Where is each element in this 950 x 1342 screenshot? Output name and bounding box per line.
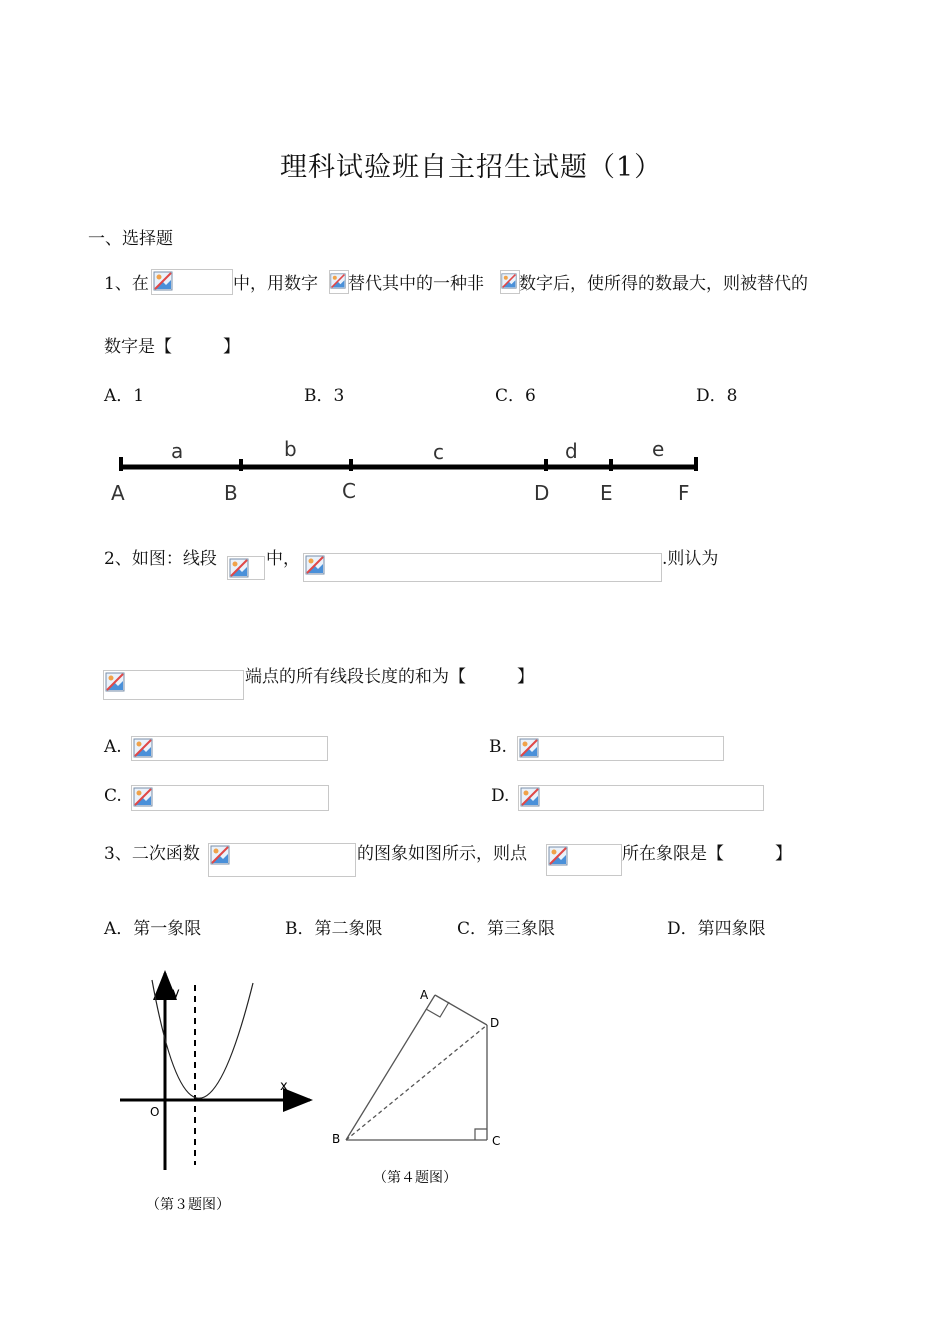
- q2-text-2: 中，: [266, 549, 300, 569]
- broken-image-icon: [133, 738, 153, 758]
- point-label-e: E: [600, 481, 613, 505]
- origin-label: O: [150, 1105, 160, 1119]
- broken-image-icon: [105, 672, 125, 692]
- q2-image-segment: [227, 556, 265, 580]
- segment-label-b: b: [284, 437, 297, 461]
- point-d: D: [490, 1016, 500, 1030]
- q1-option-d: D．8: [696, 386, 738, 406]
- q3-text-1: 3、二次函数: [104, 844, 200, 864]
- point-label-a: A: [111, 481, 125, 505]
- segment-label-c: c: [433, 440, 444, 464]
- segment-label-e: e: [652, 437, 665, 461]
- segment-bd: [346, 1025, 487, 1140]
- q2-option-d: D.: [491, 786, 510, 806]
- q2-option-b-image: [517, 736, 724, 761]
- segment-ad: [435, 995, 487, 1025]
- q3-image-point: [546, 844, 622, 876]
- point-label-b: B: [224, 481, 238, 505]
- point-label-c: C: [342, 479, 356, 503]
- q1-text-3: 替代其中的一种非: [348, 274, 484, 294]
- figure-3-parabola: [110, 965, 325, 1220]
- q1-image-number: [151, 269, 233, 295]
- point-b: B: [332, 1132, 341, 1146]
- broken-image-icon: [133, 787, 153, 807]
- q3-option-c: C．第三象限: [457, 919, 556, 939]
- q2-image-endpoints: [103, 670, 244, 700]
- q1-option-b: B．3: [304, 386, 345, 406]
- broken-image-icon: [229, 558, 249, 578]
- q2-option-c-image: [131, 785, 329, 811]
- point-label-f: F: [678, 481, 690, 505]
- y-axis-label: y: [172, 986, 180, 1001]
- q2-option-c: C.: [104, 786, 122, 806]
- q2-option-a-image: [131, 736, 328, 761]
- q3-option-b: B．第二象限: [285, 919, 383, 939]
- segment-ab: [346, 995, 435, 1140]
- broken-image-icon: [520, 787, 540, 807]
- q3-image-function: [208, 843, 356, 877]
- q2-image-lengths: [303, 553, 662, 582]
- q1-text-2: 中，用数字: [233, 274, 318, 294]
- q2-text-1: 2、如图：线段: [104, 549, 217, 569]
- broken-image-icon: [153, 271, 173, 291]
- q1-option-a: A．1: [104, 386, 145, 406]
- q2-text-3: .则认为: [662, 549, 719, 569]
- segment-figure: [100, 430, 720, 510]
- figure-3-caption: （第３题图）: [146, 1197, 230, 1213]
- broken-image-icon: [330, 271, 346, 291]
- q3-option-a: A．第一象限: [104, 919, 202, 939]
- broken-image-icon: [210, 845, 230, 865]
- section-heading: 一、选择题: [88, 229, 173, 249]
- q2-option-a: A.: [104, 737, 122, 757]
- q1-image-digit: [329, 270, 349, 294]
- parabola-curve: [152, 980, 253, 1098]
- q1-image-digit-2: [500, 270, 520, 294]
- broken-image-icon: [519, 738, 539, 758]
- broken-image-icon: [501, 271, 517, 291]
- right-angle-c: [475, 1129, 487, 1140]
- q1-text-line2: 数字是【 】: [104, 337, 240, 357]
- page-title: 理科试验班自主招生试题（1）: [280, 152, 663, 183]
- q1-text-1: 1、在: [104, 274, 149, 294]
- q2-option-b: B.: [489, 737, 507, 757]
- x-axis-label: x: [280, 1079, 288, 1094]
- figure-4-caption: （第４题图）: [373, 1170, 457, 1186]
- q2-text-line2: 端点的所有线段长度的和为【 】: [245, 667, 534, 687]
- point-label-d: D: [534, 481, 550, 505]
- q3-text-3: 所在象限是【 】: [622, 844, 792, 864]
- segment-label-a: a: [171, 439, 184, 463]
- broken-image-icon: [305, 555, 325, 575]
- segment-label-d: d: [565, 439, 578, 463]
- q3-option-d: D．第四象限: [667, 919, 766, 939]
- q2-option-d-image: [518, 785, 764, 811]
- point-c: C: [492, 1134, 501, 1148]
- figure-4-quadrilateral: [325, 980, 515, 1195]
- point-a: A: [420, 988, 429, 1002]
- q1-text-4: 数字后，使所得的数最大，则被替代的: [519, 274, 808, 294]
- q1-option-c: C．6: [495, 386, 536, 406]
- broken-image-icon: [548, 846, 568, 866]
- q3-text-2: 的图象如图所示，则点: [357, 844, 527, 864]
